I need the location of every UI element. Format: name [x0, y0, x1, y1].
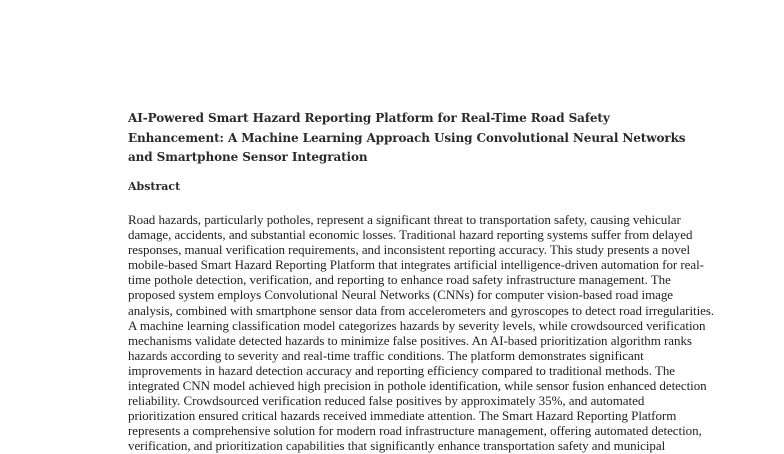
title-line: AI-Powered Smart Hazard Reporting Platform for Real-Time Road Safety [128, 111, 610, 125]
abstract-line: hazards according to severity and real-time traffic conditions. The platform demonstrates significant [128, 347, 644, 363]
abstract-line: A machine learning classification model categorizes hazards by severity levels, while crowdsourced verification [128, 317, 706, 333]
title-line: Enhancement: A Machine Learning Approach Using Convolutional Neural Networks [128, 130, 686, 145]
abstract-line: mechanisms validate detected hazards to minimize false positives. An AI-based prioritization algorithm ranks [128, 332, 692, 348]
paper-title [128, 109, 728, 168]
abstract-line: integrated CNN model achieved high precision in pothole identification, while sensor fusion enhanced detection [128, 378, 707, 394]
abstract-line: analysis, combined with smartphone sensor data from accelerometers and gyroscopes to detect road irregularities. [128, 302, 715, 318]
abstract-heading: Abstract [128, 180, 181, 193]
title-line: and Smartphone Sensor Integration [128, 150, 368, 164]
abstract-line: damage, accidents, and substantial economic losses. Traditional hazard reporting systems suffer from delayed [128, 227, 693, 243]
abstract-line: proposed system employs Convolutional Neural Networks (CNNs) for computer vision-based road image [128, 287, 674, 303]
abstract-line: mobile-based Smart Hazard Reporting Platform that integrates artificial intelligence-driven automation for real- [128, 257, 704, 273]
abstract-line: time pothole detection, verification, and reporting to enhance road safety infrastructure management. The [128, 272, 671, 288]
abstract-body [128, 212, 724, 454]
abstract-line: reliability. Crowdsourced verification reduced false positives by approximately 35%, and automated [128, 393, 645, 409]
abstract-line: improvements in hazard detection accuracy and reporting efficiency compared to traditional methods. The [128, 362, 676, 378]
abstract-line: responses, manual verification requirements, and inconsistent reporting accuracy. This study presents a novel [128, 242, 691, 258]
abstract-line: Road hazards, particularly potholes, represent a significant threat to transportation safety, causing vehicular [128, 212, 681, 227]
abstract-line: prioritization ensured critical hazards received immediate attention. The Smart Hazard Reporting Platform [128, 408, 677, 424]
abstract-line: verification, and prioritization capabilities that significantly enhance transportation safety and municipal [128, 438, 666, 454]
abstract-line: represents a comprehensive solution for modern road infrastructure management, offering automated detection, [128, 423, 702, 439]
